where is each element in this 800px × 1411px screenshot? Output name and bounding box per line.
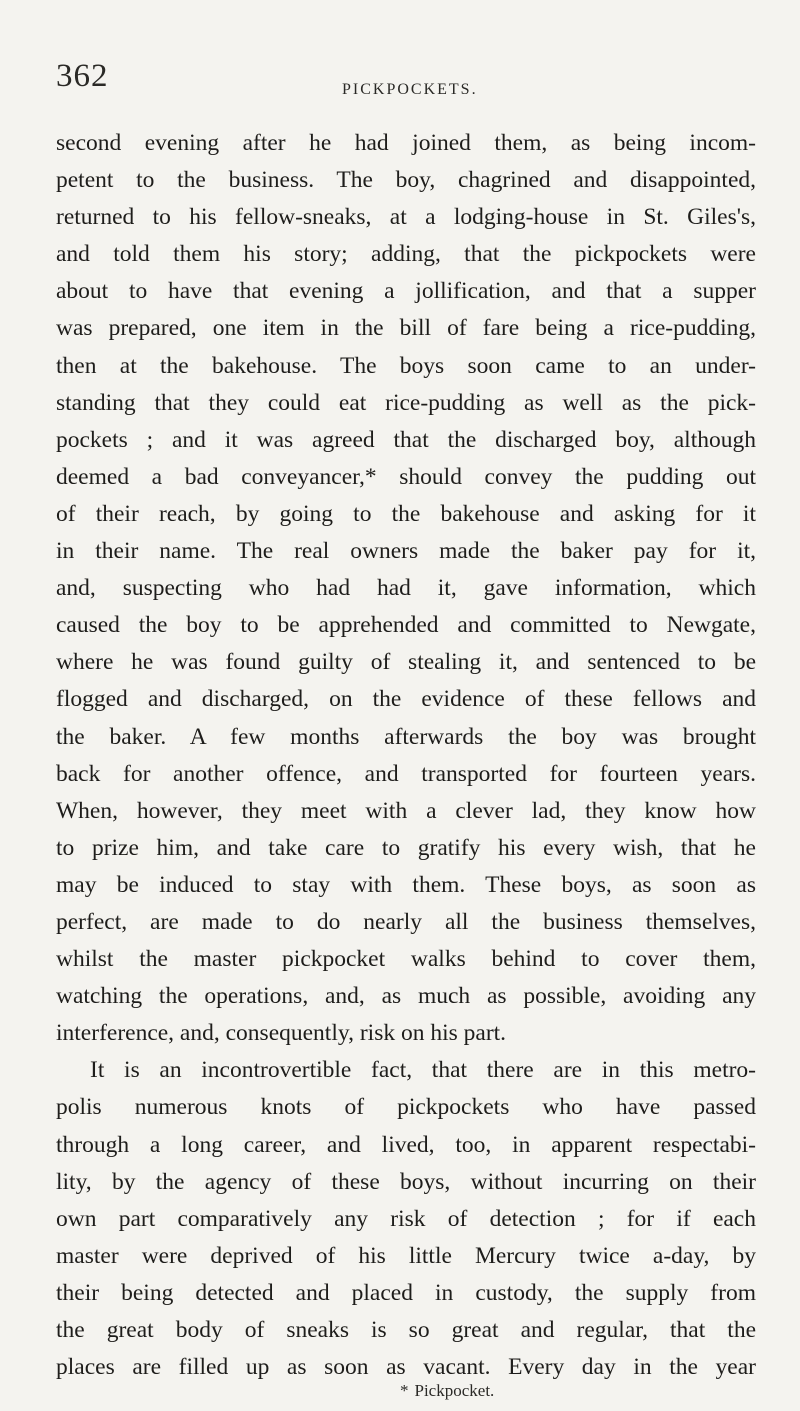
text-line: whilst the master pickpocket walks behind to cover them, [56,946,756,973]
text-line: their being detected and placed in custody, the supply from [56,1279,756,1306]
text-line: second evening after he had joined them, as being incom- [56,130,756,156]
text-line: perfect, are made to do nearly all the business themselves, [56,908,756,935]
text-line: through a long career, and lived, too, in apparent respectabi- [56,1131,756,1158]
text-line: may be induced to stay with them. These boys, as soon as [56,871,756,898]
text-line: watching the operations, and, as much as possible, avoiding any [56,983,756,1010]
text-line: the great body of sneaks is so great and regular, that the [56,1317,756,1343]
text-line: own part comparatively any risk of detection ; for if each [56,1205,756,1232]
text-line: deemed a bad conveyancer,* should convey the pudding out [56,463,756,490]
text-line: where he was found guilty of stealing it, and sentenced to be [56,649,756,676]
text-line: flogged and discharged, on the evidence of these fellows and [56,686,756,713]
page-number: 362 [56,58,109,94]
paragraph-end-line: interference, and, consequently, risk on his part. [56,1020,507,1047]
text-line: to prize him, and take care to gratify his every wish, that he [56,834,756,861]
text-line: the baker. A few months afterwards the boy was brought [56,723,756,750]
text-line: then at the bakehouse. The boys soon came to an under- [56,352,756,379]
footnote-marker: * [400,1381,409,1400]
text-line: master were deprived of his little Mercury twice a-day, by [56,1242,756,1269]
text-line: and, suspecting who had had it, gave information, which [56,575,756,602]
body-text [56,125,756,1386]
text-line: in their name. The real owners made the baker pay for it, [56,538,756,565]
text-line: and told them his story; adding, that the pickpockets were [56,241,756,268]
footnote-text: Pickpocket. [414,1381,495,1400]
text-line: petent to the business. The boy, chagrined and disappointed, [56,167,756,194]
text-line: back for another offence, and transported for fourteen years. [56,760,756,787]
text-line: returned to his fellow-sneaks, at a lodging-house in St. Giles's, [56,204,756,231]
text-line: of their reach, by going to the bakehouse and asking for it [56,500,756,527]
running-title: PICKPOCKETS. [342,81,478,98]
text-line: standing that they could eat rice-pudding as well as the pick- [56,389,756,416]
text-line: places are filled up as soon as vacant. Every day in the year [56,1354,756,1381]
footnote [400,1380,494,1402]
text-line: was prepared, one item in the bill of fare being a rice-pudding, [56,315,756,342]
text-line: pockets ; and it was agreed that the discharged boy, although [56,426,756,453]
text-line: polis numerous knots of pickpockets who have passed [56,1094,756,1121]
text-line: lity, by the agency of these boys, without incurring on their [56,1168,756,1195]
paragraph-start-line: It is an incontrovertible fact, that there are in this metro- [90,1057,756,1084]
text-line: about to have that evening a jollification, and that a supper [56,278,756,305]
text-line: caused the boy to be apprehended and committed to Newgate, [56,612,756,639]
text-line: When, however, they meet with a clever lad, they know how [56,797,756,824]
